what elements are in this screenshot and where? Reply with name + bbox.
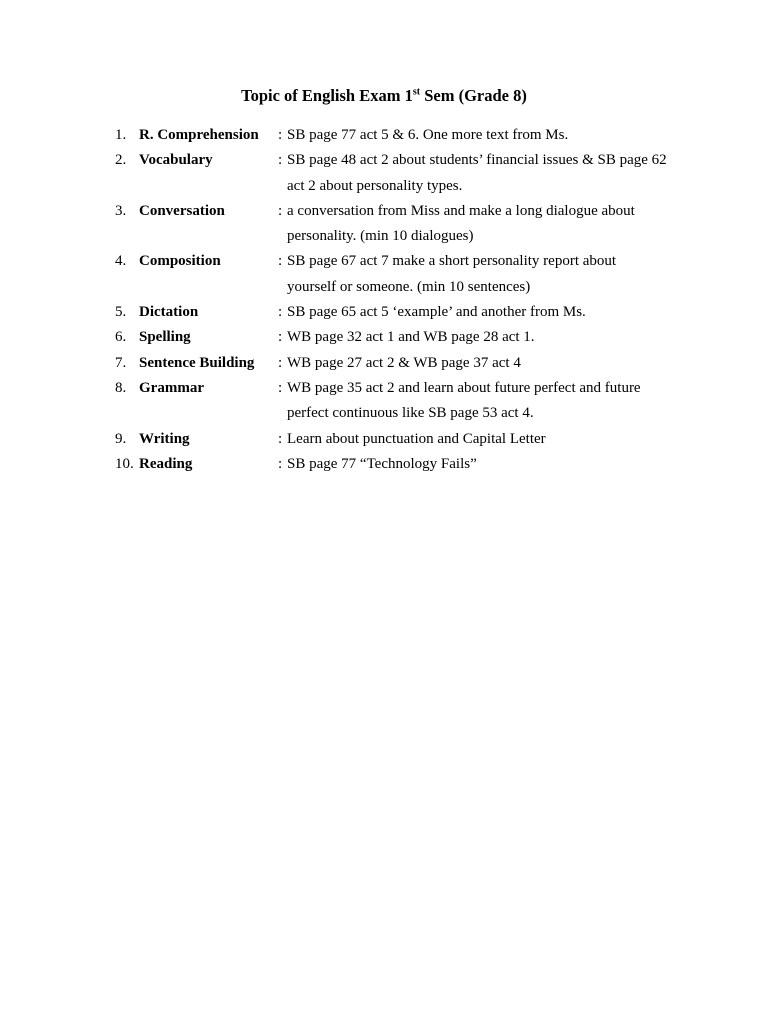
item-label: Spelling [139, 329, 191, 346]
item-number: 8. [115, 379, 127, 396]
topic-list [115, 123, 675, 477]
item-description [278, 351, 675, 376]
item-label: Composition [139, 253, 221, 270]
item-label: Dictation [139, 304, 199, 321]
title-suffix: Sem (Grade 8) [420, 86, 527, 105]
list-item [115, 351, 675, 376]
list-item [115, 376, 675, 427]
item-number: 9. [115, 430, 127, 447]
item-description [278, 300, 675, 325]
item-label: R. Comprehension [139, 127, 259, 143]
item-number: 7. [115, 354, 127, 371]
item-description [278, 249, 675, 300]
item-separator: : [278, 329, 283, 346]
item-description [278, 452, 675, 477]
item-description [278, 427, 675, 452]
item-description [278, 376, 675, 427]
item-text: SB page 65 act 5 ‘example’ and another from Ms. [287, 304, 586, 321]
item-separator: : [278, 379, 283, 396]
list-item [115, 300, 675, 325]
list-item [115, 325, 675, 350]
item-number: 4. [115, 253, 127, 270]
item-number: 1. [115, 127, 127, 143]
list-item [115, 148, 675, 199]
item-separator: : [278, 430, 283, 447]
item-text: SB page 67 act 7 make a short personality report about yourself or someone. (min 10 sentences) [287, 253, 617, 295]
item-label: Conversation [139, 202, 225, 219]
item-separator: : [278, 127, 283, 143]
item-description [278, 325, 675, 350]
item-separator: : [278, 455, 283, 472]
item-number: 5. [115, 304, 127, 321]
title-superscript: st [412, 86, 421, 98]
item-separator: : [278, 152, 283, 169]
item-text: SB page 77 “Technology Fails” [287, 455, 477, 472]
list-item [115, 199, 675, 250]
item-text: Learn about punctuation and Capital Letter [287, 430, 546, 447]
item-text: WB page 35 act 2 and learn about future perfect and future perfect continuous like SB page 53 act 4. [287, 379, 641, 422]
list-item [115, 452, 675, 477]
item-separator: : [278, 354, 283, 371]
item-number: 6. [115, 329, 127, 346]
item-description [278, 148, 675, 199]
item-description [278, 199, 675, 250]
item-label: Writing [139, 430, 190, 447]
item-text: SB page 48 act 2 about students’ financial issues & SB page 62 act 2 about personality types. [287, 152, 667, 194]
item-text: WB page 32 act 1 and WB page 28 act 1. [287, 329, 535, 346]
item-text: SB page 77 act 5 & 6. One more text from Ms. [287, 127, 569, 143]
item-text: a conversation from Miss and make a long dialogue about personality. (min 10 dialogues) [287, 202, 635, 245]
list-item [115, 249, 675, 300]
item-number: 2. [115, 152, 127, 169]
item-separator: : [278, 253, 283, 270]
item-label: Vocabulary [139, 152, 213, 169]
item-label: Reading [139, 455, 193, 472]
item-label: Sentence Building [139, 354, 255, 371]
item-separator: : [278, 304, 283, 321]
item-description [278, 123, 675, 148]
page-title [0, 86, 768, 106]
item-separator: : [278, 202, 283, 219]
item-label: Grammar [139, 379, 204, 396]
item-number: 3. [115, 202, 127, 219]
list-item [115, 123, 675, 148]
item-number: 10. [115, 455, 134, 472]
list-item [115, 427, 675, 452]
title-main: Topic of English Exam 1 [241, 86, 413, 105]
item-text: WB page 27 act 2 & WB page 37 act 4 [287, 354, 521, 371]
